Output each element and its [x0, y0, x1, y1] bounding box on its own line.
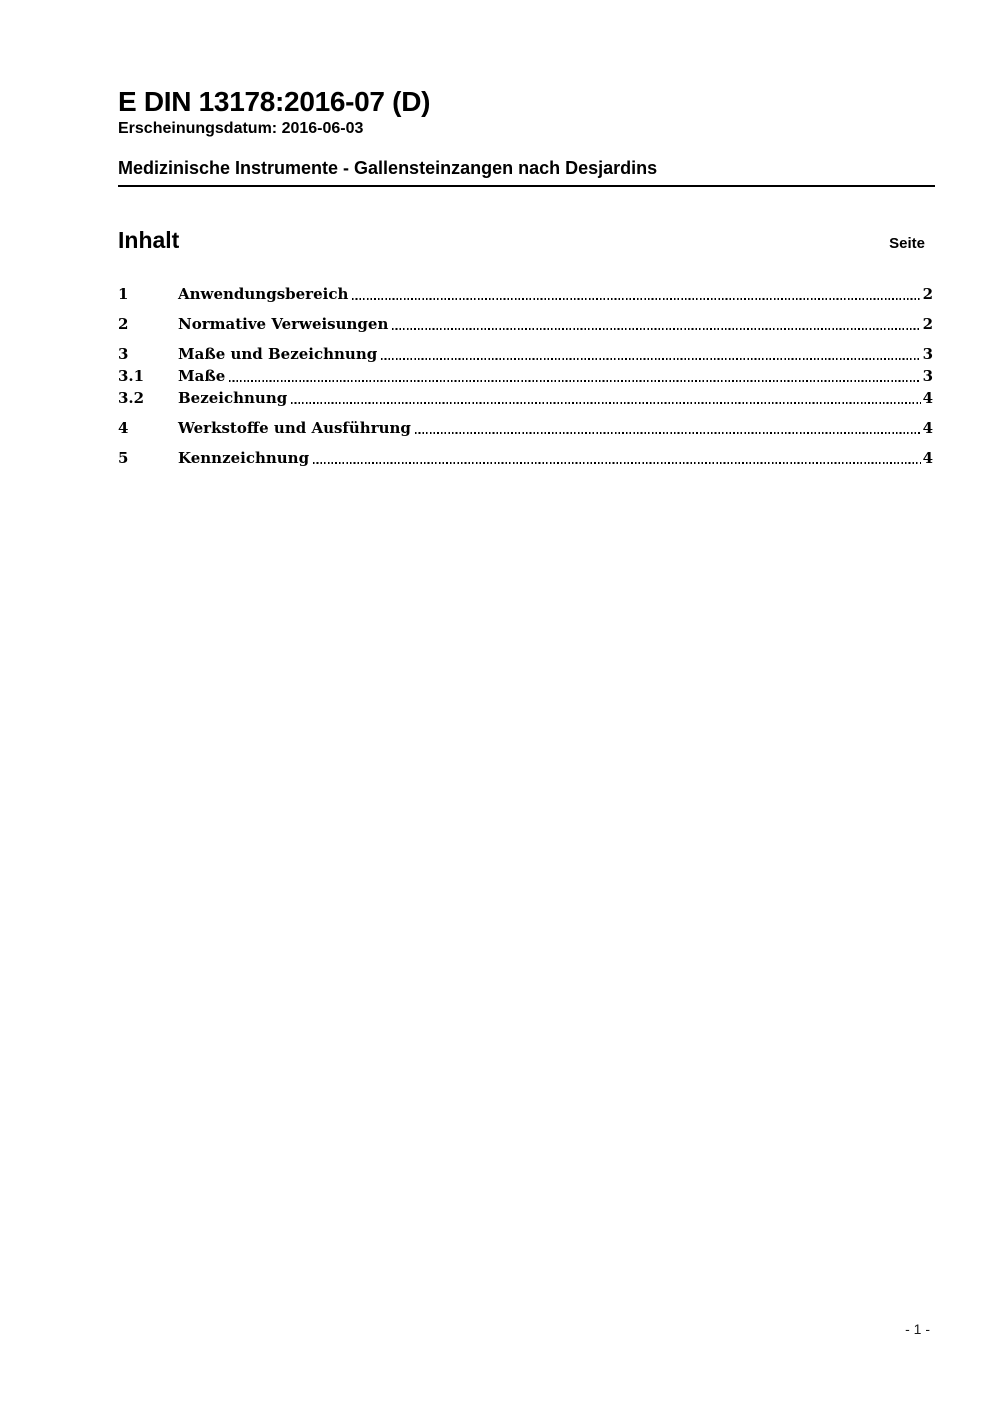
- toc-entry-label: Anwendungsbereich: [178, 285, 349, 304]
- toc-entry-number: 5: [118, 449, 129, 468]
- toc-dot-leader: [392, 328, 920, 330]
- toc-dot-leader: [352, 298, 920, 300]
- toc-entry: [118, 368, 935, 385]
- toc-entry-page: 2: [922, 285, 933, 304]
- toc-dot-leader: [291, 402, 920, 404]
- toc-entry-page: 4: [922, 419, 933, 438]
- toc-entry: [118, 286, 935, 303]
- toc-entry-number: 1: [118, 285, 129, 304]
- toc-entry: [118, 346, 935, 363]
- toc-entry-label: Werkstoffe und Ausführung: [178, 419, 411, 438]
- page-number-footer: - 1 -: [905, 1321, 930, 1337]
- toc-entry-number: 3.1: [118, 367, 145, 386]
- toc-entry-label: Maße: [178, 367, 226, 386]
- toc-entry-page: 2: [922, 315, 933, 334]
- toc-dot-leader: [415, 432, 921, 434]
- toc-header-row: [118, 227, 935, 253]
- toc-dot-leader: [229, 380, 920, 382]
- toc-entry-number: 3.2: [118, 389, 145, 408]
- toc-entry-page: 4: [922, 449, 933, 468]
- toc-entry: [118, 450, 935, 467]
- toc-entry: [118, 390, 935, 407]
- table-of-contents: [118, 286, 935, 467]
- page-content: [118, 0, 935, 467]
- toc-page-column-label: Seite: [889, 234, 925, 252]
- toc-entry-label: Kennzeichnung: [178, 449, 310, 468]
- doc-title: Medizinische Instrumente - Gallensteinzangen nach Desjardins: [118, 159, 935, 187]
- toc-entry: [118, 316, 935, 333]
- toc-entry-page: 3: [922, 367, 933, 386]
- toc-entry-label: Normative Verweisungen: [178, 315, 389, 334]
- toc-entry-page: 3: [922, 345, 933, 364]
- toc-entry: [118, 420, 935, 437]
- publish-date: Erscheinungsdatum: 2016-06-03: [118, 119, 364, 137]
- toc-heading: Inhalt: [118, 226, 180, 253]
- toc-entry-number: 2: [118, 315, 129, 334]
- toc-dot-leader: [381, 358, 920, 360]
- toc-entry-page: 4: [922, 389, 933, 408]
- toc-entry-label: Maße und Bezeichnung: [178, 345, 378, 364]
- toc-dot-leader: [313, 462, 920, 464]
- toc-entry-label: Bezeichnung: [178, 389, 288, 408]
- doc-number-title: E DIN 13178:2016-07 (D): [118, 86, 431, 117]
- toc-entry-number: 3: [118, 345, 129, 364]
- toc-entry-number: 4: [118, 419, 129, 438]
